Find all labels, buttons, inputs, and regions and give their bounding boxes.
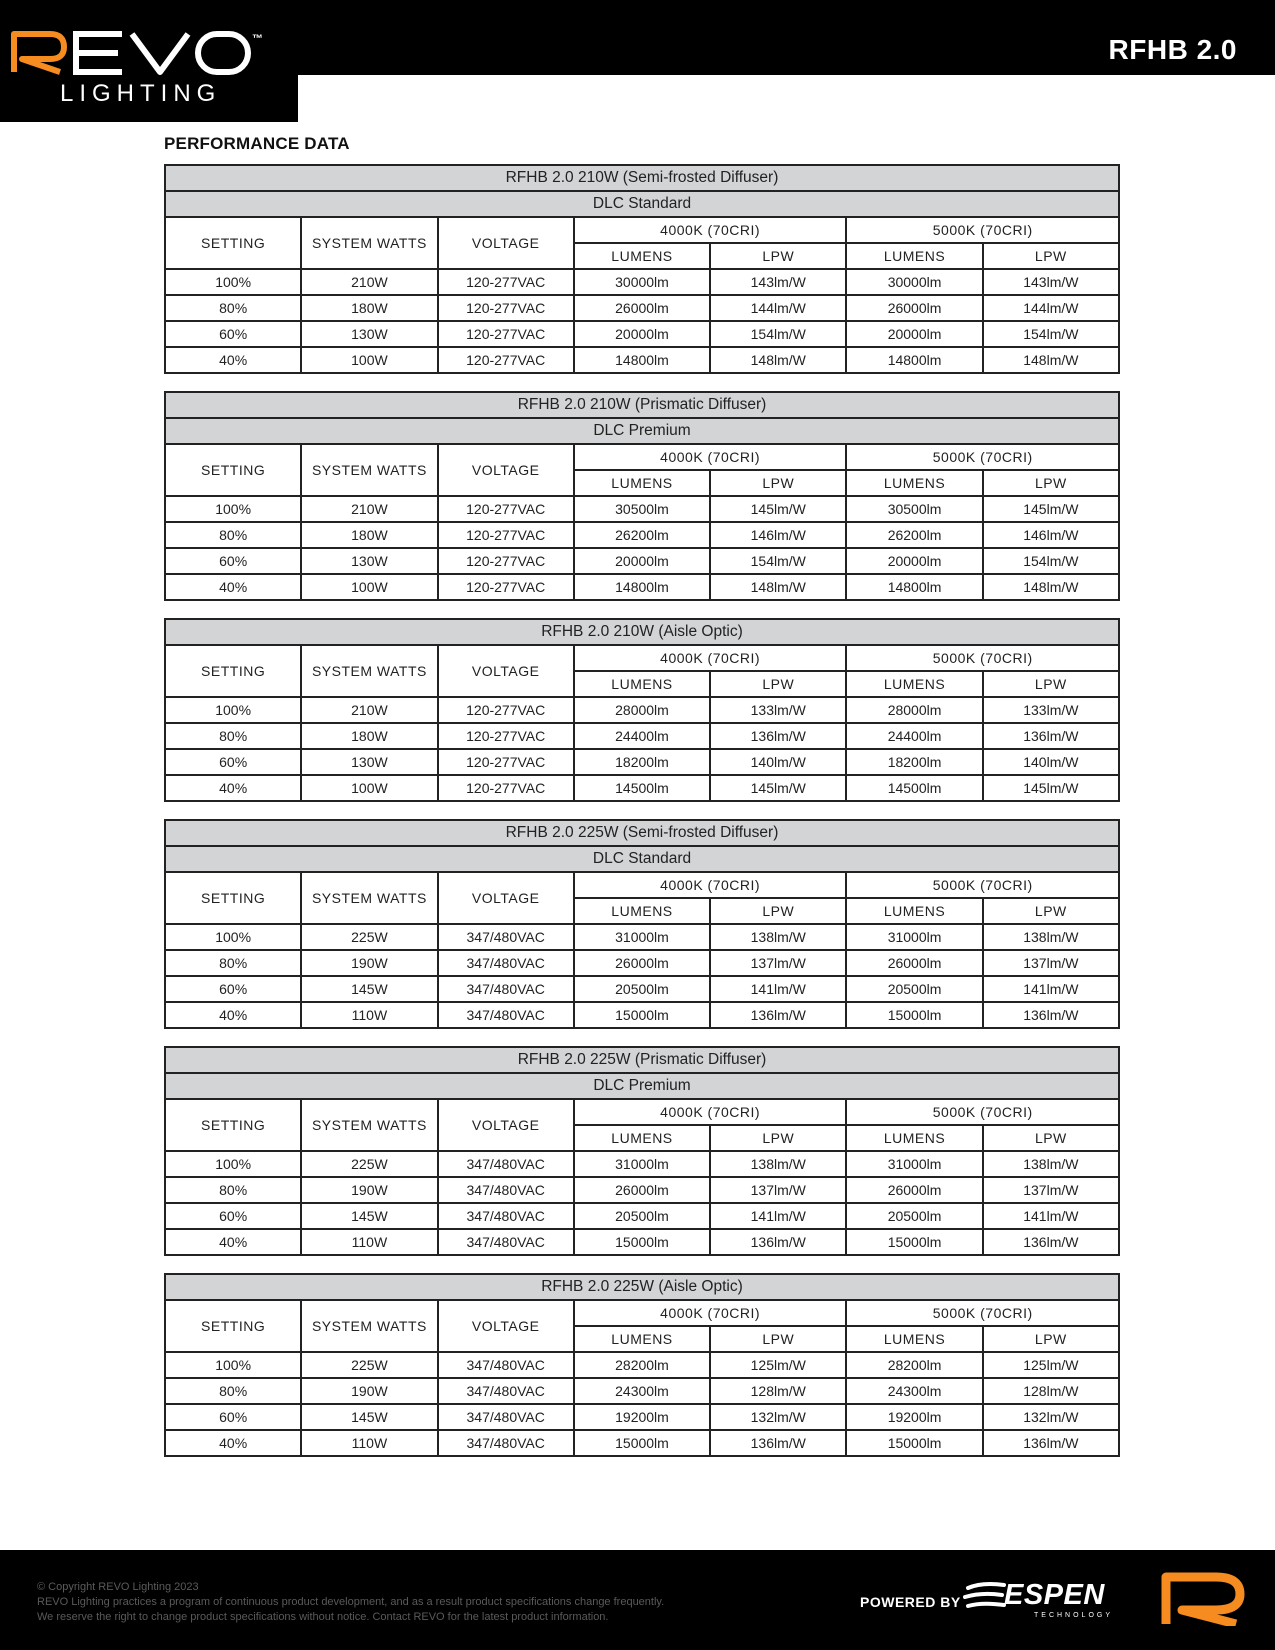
table-row — [165, 548, 1119, 574]
cell-lumens-4000k: 14800lm — [574, 347, 710, 373]
cell-voltage: 347/480VAC — [438, 1203, 574, 1229]
cell-lpw-4000k: 146lm/W — [710, 522, 846, 548]
header-lumens: LUMENS — [846, 898, 982, 924]
header-voltage: VOLTAGE — [438, 645, 574, 697]
cell-lumens-4000k: 31000lm — [574, 1151, 710, 1177]
table-title: RFHB 2.0 225W (Prismatic Diffuser) — [165, 1047, 1119, 1073]
cell-lpw-4000k: 136lm/W — [710, 1229, 846, 1255]
cell-lpw-4000k: 154lm/W — [710, 321, 846, 347]
header-setting: SETTING — [165, 872, 301, 924]
cell-lpw-4000k: 144lm/W — [710, 295, 846, 321]
table-row — [165, 321, 1119, 347]
header-4000k: 4000K (70CRI) — [574, 444, 847, 470]
cell-setting: 60% — [165, 976, 301, 1002]
header-system-watts: SYSTEM WATTS — [301, 1300, 437, 1352]
table-row — [165, 1404, 1119, 1430]
cell-lpw-4000k: 125lm/W — [710, 1352, 846, 1378]
header-system-watts: SYSTEM WATTS — [301, 444, 437, 496]
cell-voltage: 347/480VAC — [438, 976, 574, 1002]
cell-voltage: 347/480VAC — [438, 1352, 574, 1378]
footer-disclaimer-2: We reserve the right to change product specifications without notice. Contact REVO for the latest product information. — [37, 1611, 609, 1623]
cell-setting: 80% — [165, 1378, 301, 1404]
cell-lumens-5000k: 28200lm — [846, 1352, 982, 1378]
header-lpw: LPW — [710, 1326, 846, 1352]
header-setting: SETTING — [165, 645, 301, 697]
cell-lpw-4000k: 138lm/W — [710, 1151, 846, 1177]
cell-voltage: 120-277VAC — [438, 496, 574, 522]
cell-system-watts: 100W — [301, 775, 437, 801]
cell-lpw-4000k: 143lm/W — [710, 269, 846, 295]
table-row — [165, 749, 1119, 775]
cell-lpw-4000k: 136lm/W — [710, 1430, 846, 1456]
header-lumens: LUMENS — [574, 898, 710, 924]
performance-table — [164, 819, 1120, 1029]
table-title: RFHB 2.0 225W (Aisle Optic) — [165, 1274, 1119, 1300]
cell-lumens-5000k: 20500lm — [846, 976, 982, 1002]
header-lpw: LPW — [983, 671, 1119, 697]
table-row — [165, 269, 1119, 295]
cell-voltage: 120-277VAC — [438, 269, 574, 295]
cell-lumens-5000k: 26000lm — [846, 1177, 982, 1203]
table-row — [165, 1378, 1119, 1404]
cell-lpw-5000k: 146lm/W — [983, 522, 1119, 548]
table-subtitle: DLC Premium — [165, 418, 1119, 444]
cell-lumens-5000k: 30000lm — [846, 269, 982, 295]
cell-lpw-5000k: 138lm/W — [983, 1151, 1119, 1177]
cell-lumens-5000k: 15000lm — [846, 1430, 982, 1456]
cell-system-watts: 210W — [301, 697, 437, 723]
cell-system-watts: 225W — [301, 924, 437, 950]
cell-lpw-5000k: 128lm/W — [983, 1378, 1119, 1404]
header-5000k: 5000K (70CRI) — [846, 872, 1119, 898]
cell-lumens-4000k: 15000lm — [574, 1229, 710, 1255]
cell-lumens-5000k: 24300lm — [846, 1378, 982, 1404]
cell-lumens-4000k: 20000lm — [574, 321, 710, 347]
cell-voltage: 120-277VAC — [438, 775, 574, 801]
cell-lumens-5000k: 26000lm — [846, 950, 982, 976]
cell-lumens-5000k: 20000lm — [846, 321, 982, 347]
header-voltage: VOLTAGE — [438, 217, 574, 269]
cell-lpw-4000k: 136lm/W — [710, 723, 846, 749]
cell-system-watts: 130W — [301, 321, 437, 347]
cell-lpw-4000k: 133lm/W — [710, 697, 846, 723]
cell-lumens-4000k: 26000lm — [574, 1177, 710, 1203]
header-lumens: LUMENS — [574, 470, 710, 496]
header-voltage: VOLTAGE — [438, 1099, 574, 1151]
table-row — [165, 697, 1119, 723]
cell-system-watts: 190W — [301, 1378, 437, 1404]
cell-system-watts: 145W — [301, 976, 437, 1002]
cell-system-watts: 225W — [301, 1151, 437, 1177]
cell-lumens-5000k: 14800lm — [846, 574, 982, 600]
cell-system-watts: 100W — [301, 347, 437, 373]
header-5000k: 5000K (70CRI) — [846, 217, 1119, 243]
cell-lpw-4000k: 137lm/W — [710, 950, 846, 976]
cell-lpw-5000k: 141lm/W — [983, 1203, 1119, 1229]
cell-lpw-4000k: 132lm/W — [710, 1404, 846, 1430]
cell-lpw-5000k: 125lm/W — [983, 1352, 1119, 1378]
cell-lpw-4000k: 154lm/W — [710, 548, 846, 574]
cell-lpw-5000k: 144lm/W — [983, 295, 1119, 321]
header-system-watts: SYSTEM WATTS — [301, 217, 437, 269]
cell-voltage: 347/480VAC — [438, 1151, 574, 1177]
table-title: RFHB 2.0 225W (Semi-frosted Diffuser) — [165, 820, 1119, 846]
header-lumens: LUMENS — [846, 470, 982, 496]
cell-setting: 80% — [165, 295, 301, 321]
cell-lumens-4000k: 24400lm — [574, 723, 710, 749]
cell-setting: 40% — [165, 775, 301, 801]
footer-disclaimer-1: REVO Lighting practices a program of continuous product development, and as a result product specifications change frequently. — [37, 1596, 665, 1608]
cell-setting: 100% — [165, 269, 301, 295]
cell-setting: 100% — [165, 1151, 301, 1177]
cell-lumens-5000k: 28000lm — [846, 697, 982, 723]
header-lpw: LPW — [983, 1125, 1119, 1151]
table-row — [165, 924, 1119, 950]
table-row — [165, 1229, 1119, 1255]
header-lpw: LPW — [983, 1326, 1119, 1352]
cell-lumens-5000k: 19200lm — [846, 1404, 982, 1430]
table-subtitle: DLC Standard — [165, 191, 1119, 217]
header-lumens: LUMENS — [574, 671, 710, 697]
table-row — [165, 295, 1119, 321]
cell-lumens-4000k: 15000lm — [574, 1430, 710, 1456]
espen-tagline: TECHNOLOGY — [1034, 1612, 1114, 1619]
performance-table — [164, 164, 1120, 374]
cell-voltage: 120-277VAC — [438, 347, 574, 373]
cell-lumens-5000k: 20000lm — [846, 548, 982, 574]
cell-lumens-4000k: 14500lm — [574, 775, 710, 801]
header-lpw: LPW — [710, 898, 846, 924]
table-row — [165, 496, 1119, 522]
header-5000k: 5000K (70CRI) — [846, 1300, 1119, 1326]
cell-lumens-5000k: 24400lm — [846, 723, 982, 749]
revo-r-icon — [1160, 1572, 1250, 1626]
performance-table — [164, 1046, 1120, 1256]
header-4000k: 4000K (70CRI) — [574, 217, 847, 243]
cell-setting: 40% — [165, 574, 301, 600]
cell-lumens-5000k: 15000lm — [846, 1002, 982, 1028]
header-lpw: LPW — [983, 898, 1119, 924]
cell-setting: 40% — [165, 1002, 301, 1028]
table-row — [165, 1430, 1119, 1456]
table-row — [165, 522, 1119, 548]
cell-lpw-4000k: 148lm/W — [710, 574, 846, 600]
espen-wordmark: ESPEN — [1004, 1579, 1105, 1611]
cell-setting: 60% — [165, 1404, 301, 1430]
header-system-watts: SYSTEM WATTS — [301, 1099, 437, 1151]
cell-lpw-5000k: 154lm/W — [983, 321, 1119, 347]
cell-voltage: 347/480VAC — [438, 1002, 574, 1028]
cell-system-watts: 210W — [301, 269, 437, 295]
cell-voltage: 120-277VAC — [438, 574, 574, 600]
cell-setting: 60% — [165, 548, 301, 574]
cell-lpw-5000k: 141lm/W — [983, 976, 1119, 1002]
cell-lumens-5000k: 14500lm — [846, 775, 982, 801]
header-4000k: 4000K (70CRI) — [574, 645, 847, 671]
cell-lumens-5000k: 31000lm — [846, 924, 982, 950]
cell-lpw-4000k: 140lm/W — [710, 749, 846, 775]
cell-lpw-5000k: 132lm/W — [983, 1404, 1119, 1430]
cell-system-watts: 225W — [301, 1352, 437, 1378]
cell-lpw-4000k: 136lm/W — [710, 1002, 846, 1028]
cell-voltage: 120-277VAC — [438, 697, 574, 723]
header-lpw: LPW — [710, 1125, 846, 1151]
cell-system-watts: 130W — [301, 749, 437, 775]
cell-lpw-5000k: 136lm/W — [983, 723, 1119, 749]
cell-setting: 100% — [165, 496, 301, 522]
cell-lumens-4000k: 19200lm — [574, 1404, 710, 1430]
cell-lpw-5000k: 143lm/W — [983, 269, 1119, 295]
header-system-watts: SYSTEM WATTS — [301, 645, 437, 697]
cell-lumens-4000k: 24300lm — [574, 1378, 710, 1404]
powered-by-label: POWERED BY — [860, 1594, 961, 1610]
cell-voltage: 347/480VAC — [438, 1430, 574, 1456]
cell-system-watts: 130W — [301, 548, 437, 574]
cell-setting: 100% — [165, 924, 301, 950]
table-row — [165, 723, 1119, 749]
cell-lpw-4000k: 138lm/W — [710, 924, 846, 950]
cell-system-watts: 180W — [301, 295, 437, 321]
cell-lumens-4000k: 20500lm — [574, 976, 710, 1002]
cell-lpw-5000k: 148lm/W — [983, 347, 1119, 373]
header-setting: SETTING — [165, 1300, 301, 1352]
header-lpw: LPW — [983, 243, 1119, 269]
cell-lumens-4000k: 14800lm — [574, 574, 710, 600]
header-lpw: LPW — [983, 470, 1119, 496]
cell-setting: 60% — [165, 321, 301, 347]
table-title: RFHB 2.0 210W (Semi-frosted Diffuser) — [165, 165, 1119, 191]
cell-lumens-4000k: 20000lm — [574, 548, 710, 574]
cell-system-watts: 110W — [301, 1002, 437, 1028]
cell-lpw-4000k: 148lm/W — [710, 347, 846, 373]
cell-system-watts: 110W — [301, 1229, 437, 1255]
header-5000k: 5000K (70CRI) — [846, 1099, 1119, 1125]
cell-voltage: 120-277VAC — [438, 321, 574, 347]
cell-setting: 40% — [165, 1229, 301, 1255]
table-row — [165, 1203, 1119, 1229]
cell-lumens-5000k: 26200lm — [846, 522, 982, 548]
header-4000k: 4000K (70CRI) — [574, 1300, 847, 1326]
cell-voltage: 347/480VAC — [438, 924, 574, 950]
table-row — [165, 1352, 1119, 1378]
cell-lumens-4000k: 28200lm — [574, 1352, 710, 1378]
cell-lpw-5000k: 140lm/W — [983, 749, 1119, 775]
cell-setting: 60% — [165, 1203, 301, 1229]
table-title: RFHB 2.0 210W (Aisle Optic) — [165, 619, 1119, 645]
cell-system-watts: 190W — [301, 1177, 437, 1203]
cell-system-watts: 110W — [301, 1430, 437, 1456]
header-5000k: 5000K (70CRI) — [846, 645, 1119, 671]
cell-lumens-5000k: 30500lm — [846, 496, 982, 522]
cell-voltage: 347/480VAC — [438, 950, 574, 976]
performance-tables — [164, 164, 1118, 1474]
performance-table — [164, 391, 1120, 601]
cell-setting: 100% — [165, 1352, 301, 1378]
table-subtitle: DLC Standard — [165, 846, 1119, 872]
cell-lumens-4000k: 30000lm — [574, 269, 710, 295]
cell-setting: 80% — [165, 950, 301, 976]
revo-logo-wordmark — [10, 26, 272, 76]
cell-lumens-4000k: 26200lm — [574, 522, 710, 548]
table-row — [165, 976, 1119, 1002]
cell-lpw-4000k: 145lm/W — [710, 775, 846, 801]
cell-lumens-5000k: 26000lm — [846, 295, 982, 321]
product-title: RFHB 2.0 — [1108, 34, 1237, 65]
header-setting: SETTING — [165, 217, 301, 269]
cell-lpw-5000k: 137lm/W — [983, 1177, 1119, 1203]
cell-system-watts: 145W — [301, 1404, 437, 1430]
cell-lumens-5000k: 20500lm — [846, 1203, 982, 1229]
cell-voltage: 347/480VAC — [438, 1229, 574, 1255]
table-row — [165, 950, 1119, 976]
cell-lumens-4000k: 15000lm — [574, 1002, 710, 1028]
cell-lpw-5000k: 148lm/W — [983, 574, 1119, 600]
cell-setting: 80% — [165, 522, 301, 548]
cell-system-watts: 190W — [301, 950, 437, 976]
header-5000k: 5000K (70CRI) — [846, 444, 1119, 470]
cell-setting: 80% — [165, 1177, 301, 1203]
header-lumens: LUMENS — [846, 243, 982, 269]
header-lumens: LUMENS — [846, 1125, 982, 1151]
cell-lumens-4000k: 30500lm — [574, 496, 710, 522]
cell-lumens-5000k: 15000lm — [846, 1229, 982, 1255]
cell-voltage: 120-277VAC — [438, 295, 574, 321]
cell-lpw-5000k: 133lm/W — [983, 697, 1119, 723]
cell-lpw-4000k: 145lm/W — [710, 496, 846, 522]
header-lumens: LUMENS — [574, 1326, 710, 1352]
cell-lumens-4000k: 18200lm — [574, 749, 710, 775]
cell-lpw-5000k: 136lm/W — [983, 1002, 1119, 1028]
cell-voltage: 120-277VAC — [438, 548, 574, 574]
cell-system-watts: 180W — [301, 723, 437, 749]
header-voltage: VOLTAGE — [438, 1300, 574, 1352]
cell-system-watts: 180W — [301, 522, 437, 548]
header-4000k: 4000K (70CRI) — [574, 1099, 847, 1125]
footer-legal — [37, 1580, 664, 1625]
cell-setting: 60% — [165, 749, 301, 775]
cell-lpw-5000k: 136lm/W — [983, 1430, 1119, 1456]
cell-voltage: 120-277VAC — [438, 723, 574, 749]
section-heading: PERFORMANCE DATA — [164, 134, 350, 153]
cell-lumens-4000k: 26000lm — [574, 295, 710, 321]
cell-lpw-4000k: 128lm/W — [710, 1378, 846, 1404]
cell-voltage: 347/480VAC — [438, 1177, 574, 1203]
cell-lumens-4000k: 28000lm — [574, 697, 710, 723]
header-setting: SETTING — [165, 444, 301, 496]
cell-lumens-4000k: 31000lm — [574, 924, 710, 950]
table-row — [165, 574, 1119, 600]
copyright-text: © Copyright REVO Lighting 2023 — [37, 1581, 199, 1593]
table-subtitle: DLC Premium — [165, 1073, 1119, 1099]
header-lumens: LUMENS — [846, 1326, 982, 1352]
header-setting: SETTING — [165, 1099, 301, 1151]
cell-lumens-5000k: 18200lm — [846, 749, 982, 775]
header-lumens: LUMENS — [574, 243, 710, 269]
cell-lpw-5000k: 137lm/W — [983, 950, 1119, 976]
cell-lpw-4000k: 141lm/W — [710, 976, 846, 1002]
header-voltage: VOLTAGE — [438, 872, 574, 924]
header-lpw: LPW — [710, 671, 846, 697]
table-row — [165, 347, 1119, 373]
header-lumens: LUMENS — [846, 671, 982, 697]
cell-voltage: 120-277VAC — [438, 749, 574, 775]
cell-voltage: 347/480VAC — [438, 1378, 574, 1404]
header-voltage: VOLTAGE — [438, 444, 574, 496]
cell-lpw-5000k: 138lm/W — [983, 924, 1119, 950]
cell-voltage: 120-277VAC — [438, 522, 574, 548]
cell-lpw-4000k: 141lm/W — [710, 1203, 846, 1229]
header-lpw: LPW — [710, 243, 846, 269]
header-4000k: 4000K (70CRI) — [574, 872, 847, 898]
table-row — [165, 1151, 1119, 1177]
cell-voltage: 347/480VAC — [438, 1404, 574, 1430]
cell-lpw-5000k: 145lm/W — [983, 775, 1119, 801]
cell-lpw-5000k: 136lm/W — [983, 1229, 1119, 1255]
cell-lpw-5000k: 145lm/W — [983, 496, 1119, 522]
performance-table — [164, 618, 1120, 802]
cell-setting: 100% — [165, 697, 301, 723]
cell-lumens-4000k: 20500lm — [574, 1203, 710, 1229]
table-row — [165, 1002, 1119, 1028]
header-lumens: LUMENS — [574, 1125, 710, 1151]
cell-system-watts: 210W — [301, 496, 437, 522]
brand-sub: LIGHTING — [60, 80, 222, 107]
table-title: RFHB 2.0 210W (Prismatic Diffuser) — [165, 392, 1119, 418]
cell-lpw-4000k: 137lm/W — [710, 1177, 846, 1203]
cell-lumens-5000k: 14800lm — [846, 347, 982, 373]
table-row — [165, 775, 1119, 801]
cell-lumens-4000k: 26000lm — [574, 950, 710, 976]
cell-setting: 80% — [165, 723, 301, 749]
performance-table — [164, 1273, 1120, 1457]
brand-logo — [0, 0, 298, 122]
cell-system-watts: 100W — [301, 574, 437, 600]
header-lpw: LPW — [710, 470, 846, 496]
cell-lpw-5000k: 154lm/W — [983, 548, 1119, 574]
header-system-watts: SYSTEM WATTS — [301, 872, 437, 924]
espen-swoosh-icon — [962, 1580, 1010, 1614]
table-row — [165, 1177, 1119, 1203]
cell-lumens-5000k: 31000lm — [846, 1151, 982, 1177]
cell-setting: 40% — [165, 1430, 301, 1456]
footer — [0, 1550, 1275, 1650]
cell-setting: 40% — [165, 347, 301, 373]
cell-system-watts: 145W — [301, 1203, 437, 1229]
trademark-symbol: ™ — [252, 33, 263, 45]
